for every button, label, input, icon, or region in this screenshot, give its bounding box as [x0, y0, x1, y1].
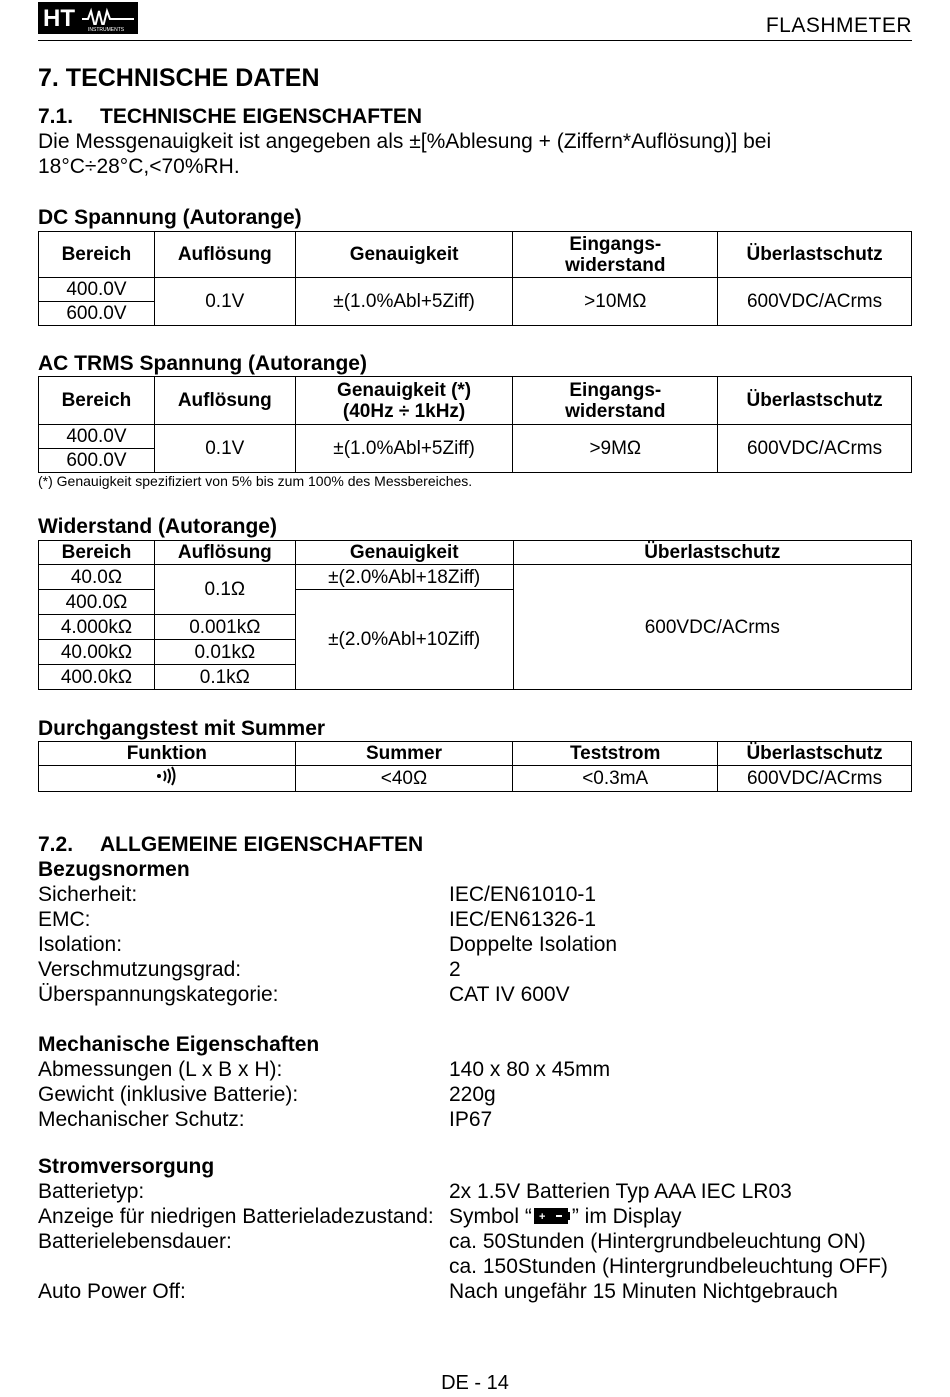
norm-value: Doppelte Isolation — [449, 933, 618, 956]
res-range-cell: 400.0kΩ — [39, 665, 155, 690]
norm-label: Überspannungskategorie: — [38, 983, 279, 1006]
dc-resolution-cell: 0.1V — [154, 278, 295, 326]
ac-heading: AC TRMS Spannung (Autorange) — [38, 352, 367, 375]
ac-footnote: (*) Genauigkeit spezifiziert von 5% bis zum 100% des Messbereiches. — [38, 473, 473, 489]
dc-header-accuracy: Genauigkeit — [295, 232, 513, 278]
cont-header-protection: Überlastschutz — [718, 742, 912, 766]
ac-protection-cell: 600VDC/ACrms — [718, 425, 912, 473]
intro-line-2: 18°C÷28°C,<70%RH. — [38, 155, 240, 178]
battery-life-label: Batterielebensdauer: — [38, 1230, 232, 1253]
svg-text:HT: HT — [43, 5, 75, 32]
low-battery-prefix: Symbol “ — [449, 1205, 532, 1228]
norm-value: 2 — [449, 958, 461, 981]
section-number: 7.1. — [38, 105, 74, 128]
res-header-protection: Überlastschutz — [513, 541, 911, 565]
dc-table — [38, 231, 912, 326]
cont-summer-cell: <40Ω — [295, 766, 513, 792]
norm-value: CAT IV 600V — [449, 983, 570, 1006]
ac-range-cell: 400.0V — [39, 425, 155, 449]
cont-current-cell: <0.3mA — [513, 766, 718, 792]
ac-resolution-cell: 0.1V — [154, 425, 295, 473]
intro-paragraph — [38, 129, 912, 179]
ac-table — [38, 376, 912, 473]
battery-life-value-off: ca. 150Stunden (Hintergrundbeleuchtung OFF) — [449, 1255, 888, 1278]
resistance-heading: Widerstand (Autorange) — [38, 515, 277, 538]
dc-header-resolution: Auflösung — [154, 232, 295, 278]
ac-range-cell: 600.0V — [39, 449, 155, 473]
mech-label: Gewicht (inklusive Batterie): — [38, 1083, 299, 1106]
dc-header-range: Bereich — [39, 232, 155, 278]
ac-header-accuracy: Genauigkeit (*) (40Hz ÷ 1kHz) — [295, 377, 513, 425]
res-range-cell: 40.0Ω — [39, 565, 155, 590]
res-accuracy-cell: ±(2.0%Abl+18Ziff) — [295, 565, 513, 590]
res-protection-cell: 600VDC/ACrms — [513, 565, 911, 690]
mech-label: Abmessungen (L x B x H): — [38, 1058, 283, 1081]
res-resolution-cell: 0.01kΩ — [154, 640, 295, 665]
dc-header-impedance: Eingangs- widerstand — [513, 232, 718, 278]
res-header-resolution: Auflösung — [154, 541, 295, 565]
battery-icon — [534, 1207, 570, 1231]
res-range-cell: 400.0Ω — [39, 590, 155, 615]
res-header-accuracy: Genauigkeit — [295, 541, 513, 565]
cont-protection-cell: 600VDC/ACrms — [718, 766, 912, 792]
cont-header-current: Teststrom — [513, 742, 718, 766]
cont-header-summer: Summer — [295, 742, 513, 766]
mech-heading: Mechanische Eigenschaften — [38, 1033, 320, 1056]
ac-accuracy-cell: ±(1.0%Abl+5Ziff) — [295, 425, 513, 473]
battery-type-value: 2x 1.5V Batterien Typ AAA IEC LR03 — [449, 1180, 792, 1203]
mech-value: 220g — [449, 1083, 496, 1106]
norm-label: Isolation: — [38, 933, 123, 956]
res-header-range: Bereich — [39, 541, 155, 565]
ac-header-range: Bereich — [39, 377, 155, 425]
auto-power-off-value: Nach ungefähr 15 Minuten Nichtgebrauch — [449, 1280, 838, 1303]
res-range-cell: 4.000kΩ — [39, 615, 155, 640]
chapter-heading: 7. TECHNISCHE DATEN — [38, 64, 320, 92]
dc-range-cell: 600.0V — [39, 302, 155, 326]
dc-range-cell: 400.0V — [39, 278, 155, 302]
res-accuracy-cell: ±(2.0%Abl+10Ziff) — [295, 590, 513, 690]
ac-header-impedance: Eingangs- widerstand — [513, 377, 718, 425]
auto-power-off-label: Auto Power Off: — [38, 1280, 186, 1303]
document-title: FLASHMETER — [765, 14, 912, 37]
norm-label: Verschmutzungsgrad: — [38, 958, 242, 981]
cont-header-function: Funktion — [39, 742, 296, 766]
ac-header-protection: Überlastschutz — [718, 377, 912, 425]
dc-protection-cell: 600VDC/ACrms — [718, 278, 912, 326]
dc-header-protection: Überlastschutz — [718, 232, 912, 278]
norms-heading: Bezugsnormen — [38, 858, 190, 881]
continuity-table — [38, 741, 912, 792]
ac-impedance-cell: >9MΩ — [513, 425, 718, 473]
mech-value: 140 x 80 x 45mm — [449, 1058, 611, 1081]
continuity-heading: Durchgangstest mit Summer — [38, 717, 326, 740]
header-divider — [38, 40, 912, 41]
section-number: 7.2. — [38, 833, 74, 856]
res-resolution-cell: 0.1kΩ — [154, 665, 295, 690]
buzzer-icon — [155, 766, 179, 791]
section-title: ALLGEMEINE EIGENSCHAFTEN — [100, 833, 424, 856]
norm-label: Sicherheit: — [38, 883, 138, 906]
battery-type-label: Batterietyp: — [38, 1180, 145, 1203]
section-heading-7-1 — [38, 105, 422, 129]
ht-logo — [38, 2, 138, 34]
battery-life-value-on: ca. 50Stunden (Hintergrundbeleuchtung ON) — [449, 1230, 866, 1253]
page-number: DE - 14 — [441, 1372, 509, 1394]
svg-text:INSTRUMENTS: INSTRUMENTS — [88, 27, 125, 33]
low-battery-label: Anzeige für niedrigen Batterieladezustand: — [38, 1205, 434, 1228]
mech-label: Mechanischer Schutz: — [38, 1108, 245, 1131]
res-resolution-cell: 0.001kΩ — [154, 615, 295, 640]
resistance-table — [38, 540, 912, 690]
ac-header-resolution: Auflösung — [154, 377, 295, 425]
cont-function-cell — [39, 766, 296, 792]
power-heading: Stromversorgung — [38, 1155, 215, 1178]
section-title: TECHNISCHE EIGENSCHAFTEN — [100, 105, 423, 128]
res-range-cell: 40.00kΩ — [39, 640, 155, 665]
res-resolution-cell: 0.1Ω — [154, 565, 295, 615]
low-battery-value — [449, 1205, 682, 1231]
norm-value: IEC/EN61326-1 — [449, 908, 597, 931]
dc-accuracy-cell: ±(1.0%Abl+5Ziff) — [295, 278, 513, 326]
norm-label: EMC: — [38, 908, 91, 931]
norm-value: IEC/EN61010-1 — [449, 883, 597, 906]
mech-value: IP67 — [449, 1108, 493, 1131]
dc-heading: DC Spannung (Autorange) — [38, 206, 302, 229]
dc-impedance-cell: >10MΩ — [513, 278, 718, 326]
section-heading-7-2 — [38, 833, 423, 857]
low-battery-suffix: ” im Display — [571, 1205, 682, 1228]
intro-line-1: Die Messgenauigkeit ist angegeben als ±[%Ablesung + (Ziffern*Auflösung)] bei — [38, 130, 772, 153]
svg-text:+: + — [538, 1211, 546, 1223]
